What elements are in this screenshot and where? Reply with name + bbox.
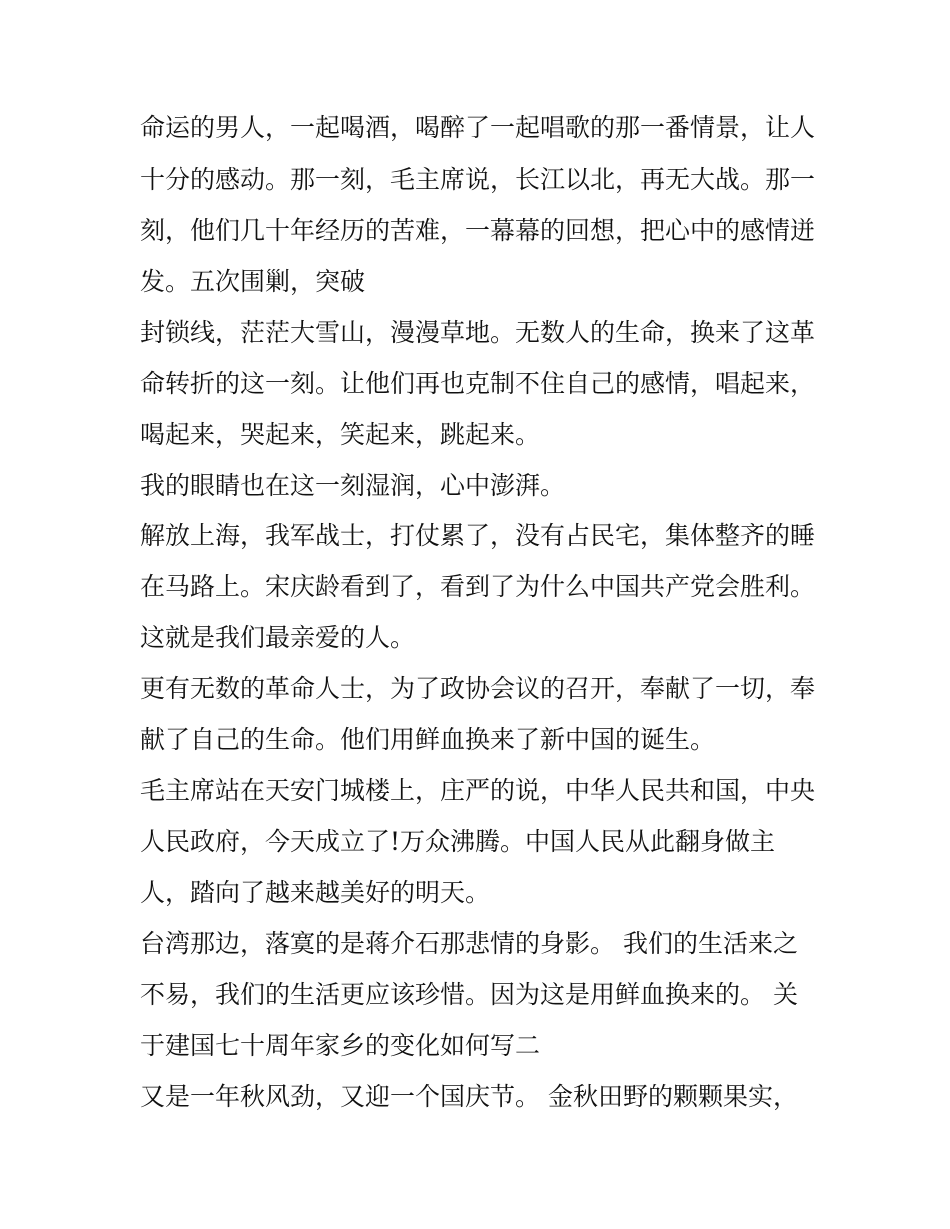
text-line: 又是一年秋风劲，又迎一个国庆节。 金秋田野的颗颗果实， [140, 1082, 798, 1111]
text-line: 在马路上。宋庆龄看到了，看到了为什么中国共产党会胜利。 [140, 572, 816, 601]
text-line: 命运的男人，一起喝酒，喝醉了一起唱歌的那一番情景，让人 [140, 113, 816, 142]
text-line: 这就是我们最亲爱的人。 [140, 623, 416, 652]
text-line: 封锁线，茫茫大雪山，漫漫草地。无数人的生命，换来了这革 [140, 318, 816, 347]
text-line: 人民政府，今天成立了!万众沸腾。中国人民从此翻身做主 [140, 827, 776, 856]
text-line: 台湾那边，落寞的是蒋介石那悲情的身影。 我们的生活来之 [140, 929, 798, 958]
text-line: 毛主席站在天安门城楼上，庄严的说，中华人民共和国，中央 [140, 776, 816, 805]
text-line: 喝起来，哭起来，笑起来，跳起来。 [140, 420, 541, 449]
text-line: 不易，我们的生活更应该珍惜。因为这是用鲜血换来的。 关 [140, 980, 798, 1009]
text-line: 更有无数的革命人士，为了政协会议的召开，奉献了一切，奉 [140, 674, 816, 703]
text-line: 我的眼睛也在这一刻湿润，心中澎湃。 [140, 471, 566, 500]
text-line: 献了自己的生命。他们用鲜血换来了新中国的诞生。 [140, 725, 716, 754]
text-line: 十分的感动。那一刻，毛主席说，长江以北，再无大战。那一 [140, 165, 816, 194]
text-line: 发。五次围剿，突破 [140, 267, 366, 296]
text-line: 解放上海，我军战士，打仗累了，没有占民宅，集体整齐的睡 [140, 521, 816, 550]
text-line: 命转折的这一刻。让他们再也克制不住自己的感情，唱起来， [140, 369, 816, 398]
text-line: 于建国七十周年家乡的变化如何写二 [140, 1031, 541, 1060]
text-line: 刻，他们几十年经历的苦难，一幕幕的回想，把心中的感情迸 [140, 216, 816, 245]
text-line: 人，踏向了越来越美好的明天。 [140, 878, 491, 907]
